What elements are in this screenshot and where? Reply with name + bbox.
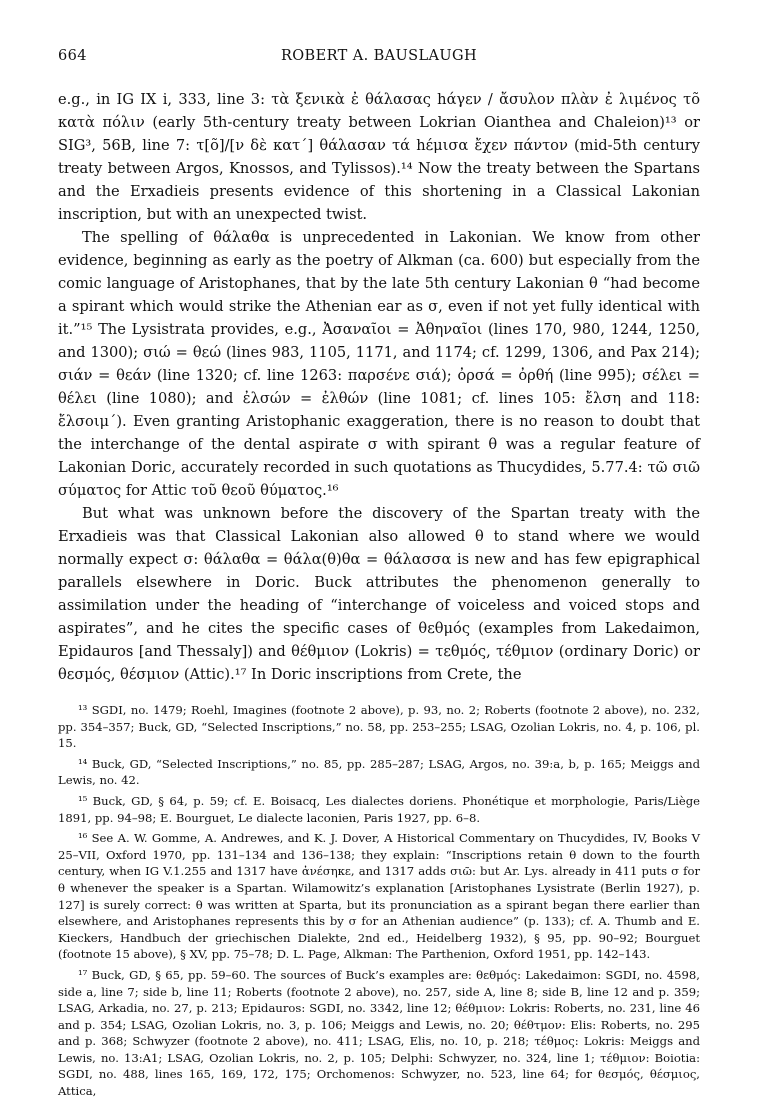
footnotes bbox=[58, 702, 700, 1100]
paragraph: The spelling of θάλαθα is unprecedented in Lakonian. We know from other evidence, beginning as early as the poetry of Alkman (ca. 600) but especially from the comic language of Aristophanes, that by the late 5th century Lakonian θ “had become a spirant which would strike the Athenian ear as σ, even if not yet fully identical with it.”¹⁵ The Lysistrata provides, e.g., Ἀσαναῖοι = Ἀθηναῖοι (lines 170, 980, 1244, 1250, and 1300); σιώ = θεώ (lines 983, 1105, 1171, and 1174; cf. 1299, 1306, and Pax 214); σιάν = θεάν (line 1320; cf. line 1263: παρσένε σιά); ὀρσά = ὀρθή (line 995); σέλει = θέλει (line 1080); and ἐλσών = ἐλθών (line 1081; cf. lines 105: ἔλση and 118: ἔλσοιμ΄). Even granting Aristophanic exaggeration, there is no reason to doubt that the interchange of the dental aspirate σ with spirant θ was a regular feature of Lakonian Doric, accurately recorded in such quotations as Thucydides, 5.77.4: τῶ σιῶ σύματος for Attic τοῦ θεοῦ θύματος.¹⁶ bbox=[58, 229, 700, 499]
body-text bbox=[58, 88, 700, 686]
running-head: ROBERT A. BAUSLAUGH bbox=[280, 48, 478, 64]
paragraph: e.g., in IG IX i, 333, line 3: τὰ ξενικὰ ἐ θάλασας hάγεν / ἄσυλον πλὰν ἐ λιμένος τõ κατὰ πόλιν (early 5th-century treaty between Lokrian Oianthea and Chaleion)¹³ or SIG³, 56B, line 7: τ[õ]/[ν δὲ κατ΄] θάλασαν τά hέμισα ἔχεν πάντον (mid-5th century treaty between Argos, Knossos, and Tylissos).¹⁴ Now the treaty between the Spartans and the Erxadieis presents evidence of this shortening in a Classical Lakonian inscription, but with an unexpected twist. bbox=[58, 91, 700, 223]
footnote-17: ¹⁷ Buck, GD, § 65, pp. 59–60. The sources of Buck’s examples are: θεθμός: Lakedaimon: SGDI, no. 4598, side a, line 7; side b, line 11; Roberts (footnote 2 above), no. 257, side A, line 8; side B, line 12 and p. 359; LSAG, Arkadia, no. 27, p. 213; Epidauros: SGDI, no. 3342, line 12; θέθμιον: Lokris: Roberts, no. 231, line 46 and p. 354; LSAG, Ozolian Lokris, no. 3, p. 106; Meiggs and Lewis, no. 20; θέθτμον: Elis: Roberts, no. 295 and p. 368; Schwyzer (footnote 2 above), no. 411; LSAG, Elis, no. 10, p. 218; τέθμος: Lokris: Meiggs and Lewis, no. 13:A1; LSAG, Ozolian Lokris, no. 2, p. 105; Delphi: Schwyzer, no. 324, line 1; τέθμιον: Boiotia: SGDI, no. 488, lines 165, 169, 172, 175; Orchomenos: Schwyzer, no. 523, line 64; for θεσμός, θέσμιος, Attica, bbox=[58, 967, 700, 1099]
footnote-16: ¹⁶ See A. W. Gomme, A. Andrewes, and K. J. Dover, A Historical Commentary on Thucydides, IV, Books V 25–VII, Oxford 1970, pp. 131–134 and 136–138; they explain: “Inscriptions retain θ down to the fourth century, when IG V.1.255 and 1317 have ἀνέσηκε, and 1317 adds σιῶ: but Ar. Lys. already in 411 puts σ for θ whenever the speaker is a Spartan. Wilamowitz’s explanation [Aristophanes Lysistrate (Berlin 1927), p. 127] is surely correct: θ was written at Sparta, but its pronunciation as a spirant began there earlier than elsewhere, and Aristophanes represents this by σ for an Athenian audience” (p. 133); cf. A. Thumb and E. Kieckers, Handbuch der griechischen Dialekte, 2nd ed., Heidelberg 1932), § 95, pp. 90–92; Bourguet (footnote 15 above), § XV, pp. 75–78; D. L. Page, Alkman: The Parthenion, Oxford 1951, pp. 142–143. bbox=[58, 831, 700, 962]
paragraph: But what was unknown before the discovery of the Spartan treaty with the Erxadieis was that Classical Lakonian also allowed θ to stand where we would normally expect σ: θάλαθα = θάλα(θ)θα = θάλασσα is new and has few epigraphical parallels elsewhere in Doric. Buck attributes the phenomenon generally to assimilation under the heading of “interchange of voiceless and voiced stops and aspirates”, and he cites the specific cases of θεθμός (examples from Lakedaimon, Epidauros [and Thessaly]) and θέθμιον (Lokris) = τεθμός, τέθμιον (ordinary Doric) or θεσμός, θέσμιον (Attic).¹⁷ In Doric inscriptions from Crete, the bbox=[58, 505, 700, 683]
footnote-14: ¹⁴ Buck, GD, “Selected Inscriptions,” no. 85, pp. 285–287; LSAG, Argos, no. 39:a, b, p. 165; Meiggs and Lewis, no. 42. bbox=[58, 756, 700, 788]
page-number: 664 bbox=[58, 48, 87, 64]
footnote-13: ¹³ SGDI, no. 1479; Roehl, Imagines (footnote 2 above), p. 93, no. 2; Roberts (footnote 2 above), no. 232, pp. 354–357; Buck, GD, “Selected Inscriptions,” no. 58, pp. 253–255; LSAG, Ozolian Lokris, no. 4, p. 106, pl. 15. bbox=[58, 703, 700, 751]
page bbox=[58, 48, 700, 1104]
footnote-15: ¹⁵ Buck, GD, § 64, p. 59; cf. E. Boisacq, Les dialectes doriens. Phonétique et morphologie, Paris/Liège 1891, pp. 94–98; E. Bourguet, Le dialecte laconien, Paris 1927, pp. 6–8. bbox=[58, 793, 700, 825]
page-header bbox=[58, 48, 700, 72]
